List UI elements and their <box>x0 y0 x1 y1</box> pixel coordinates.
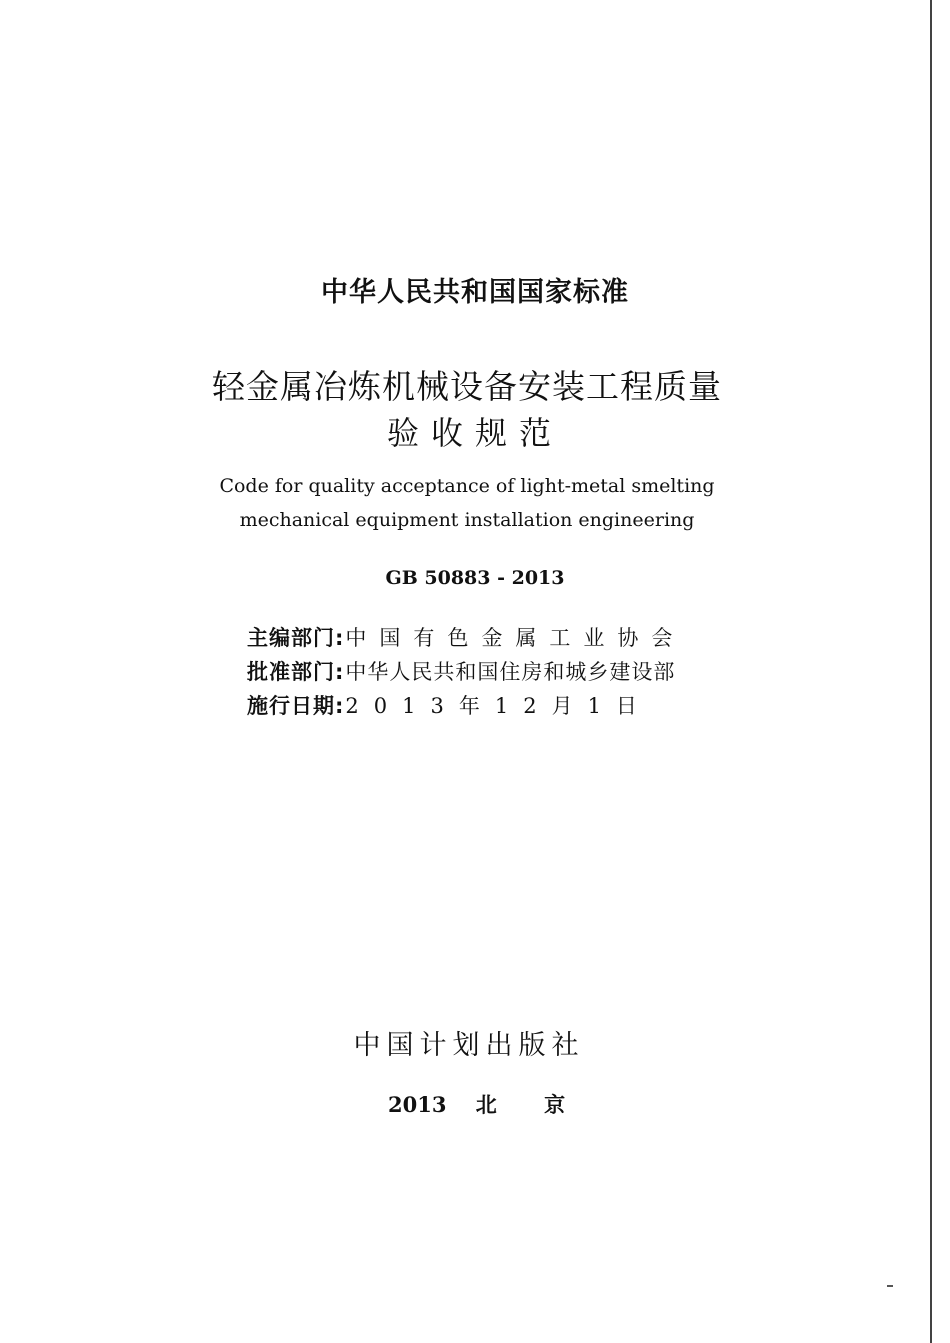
scan-artifact-mark <box>887 1285 893 1287</box>
publication-city-char-1: 北 <box>475 1093 497 1117</box>
effective-date-row <box>247 690 707 724</box>
editor-row <box>247 622 707 656</box>
national-standard-heading: 中华人民共和国国家标准 <box>321 277 629 308</box>
title-chinese-line-1: 轻金属冶炼机械设备安装工程质量 <box>212 367 722 406</box>
effective-date-label: 施行日期 <box>247 694 335 718</box>
publication-year: 2013 <box>388 1092 447 1117</box>
publication-year-place <box>388 1089 565 1119</box>
effective-date-separator: : <box>335 694 344 718</box>
approver-value: 中华人民共和国住房和城乡建设部 <box>345 660 676 684</box>
standard-number: GB 50883 - 2013 <box>385 567 565 589</box>
effective-date-value: 2013年12月1日 <box>345 694 652 718</box>
approver-separator: : <box>335 660 344 684</box>
editor-separator: : <box>335 626 344 650</box>
title-english-line-1: Code for quality acceptance of light-metal smelting <box>219 475 715 497</box>
approver-row <box>247 656 707 690</box>
title-chinese-line-2: 验收规范 <box>386 414 563 452</box>
editor-value: 中国有色金属工业协会 <box>345 626 686 650</box>
publisher-name: 中国计划出版社 <box>353 1030 585 1061</box>
approver-label: 批准部门 <box>247 660 335 684</box>
title-english-line-2: mechanical equipment installation engineering <box>239 509 695 531</box>
editor-label: 主编部门 <box>247 626 335 650</box>
page-edge-rule <box>930 0 932 1343</box>
standard-info-block <box>247 622 707 724</box>
publication-city-char-2: 京 <box>544 1093 566 1117</box>
